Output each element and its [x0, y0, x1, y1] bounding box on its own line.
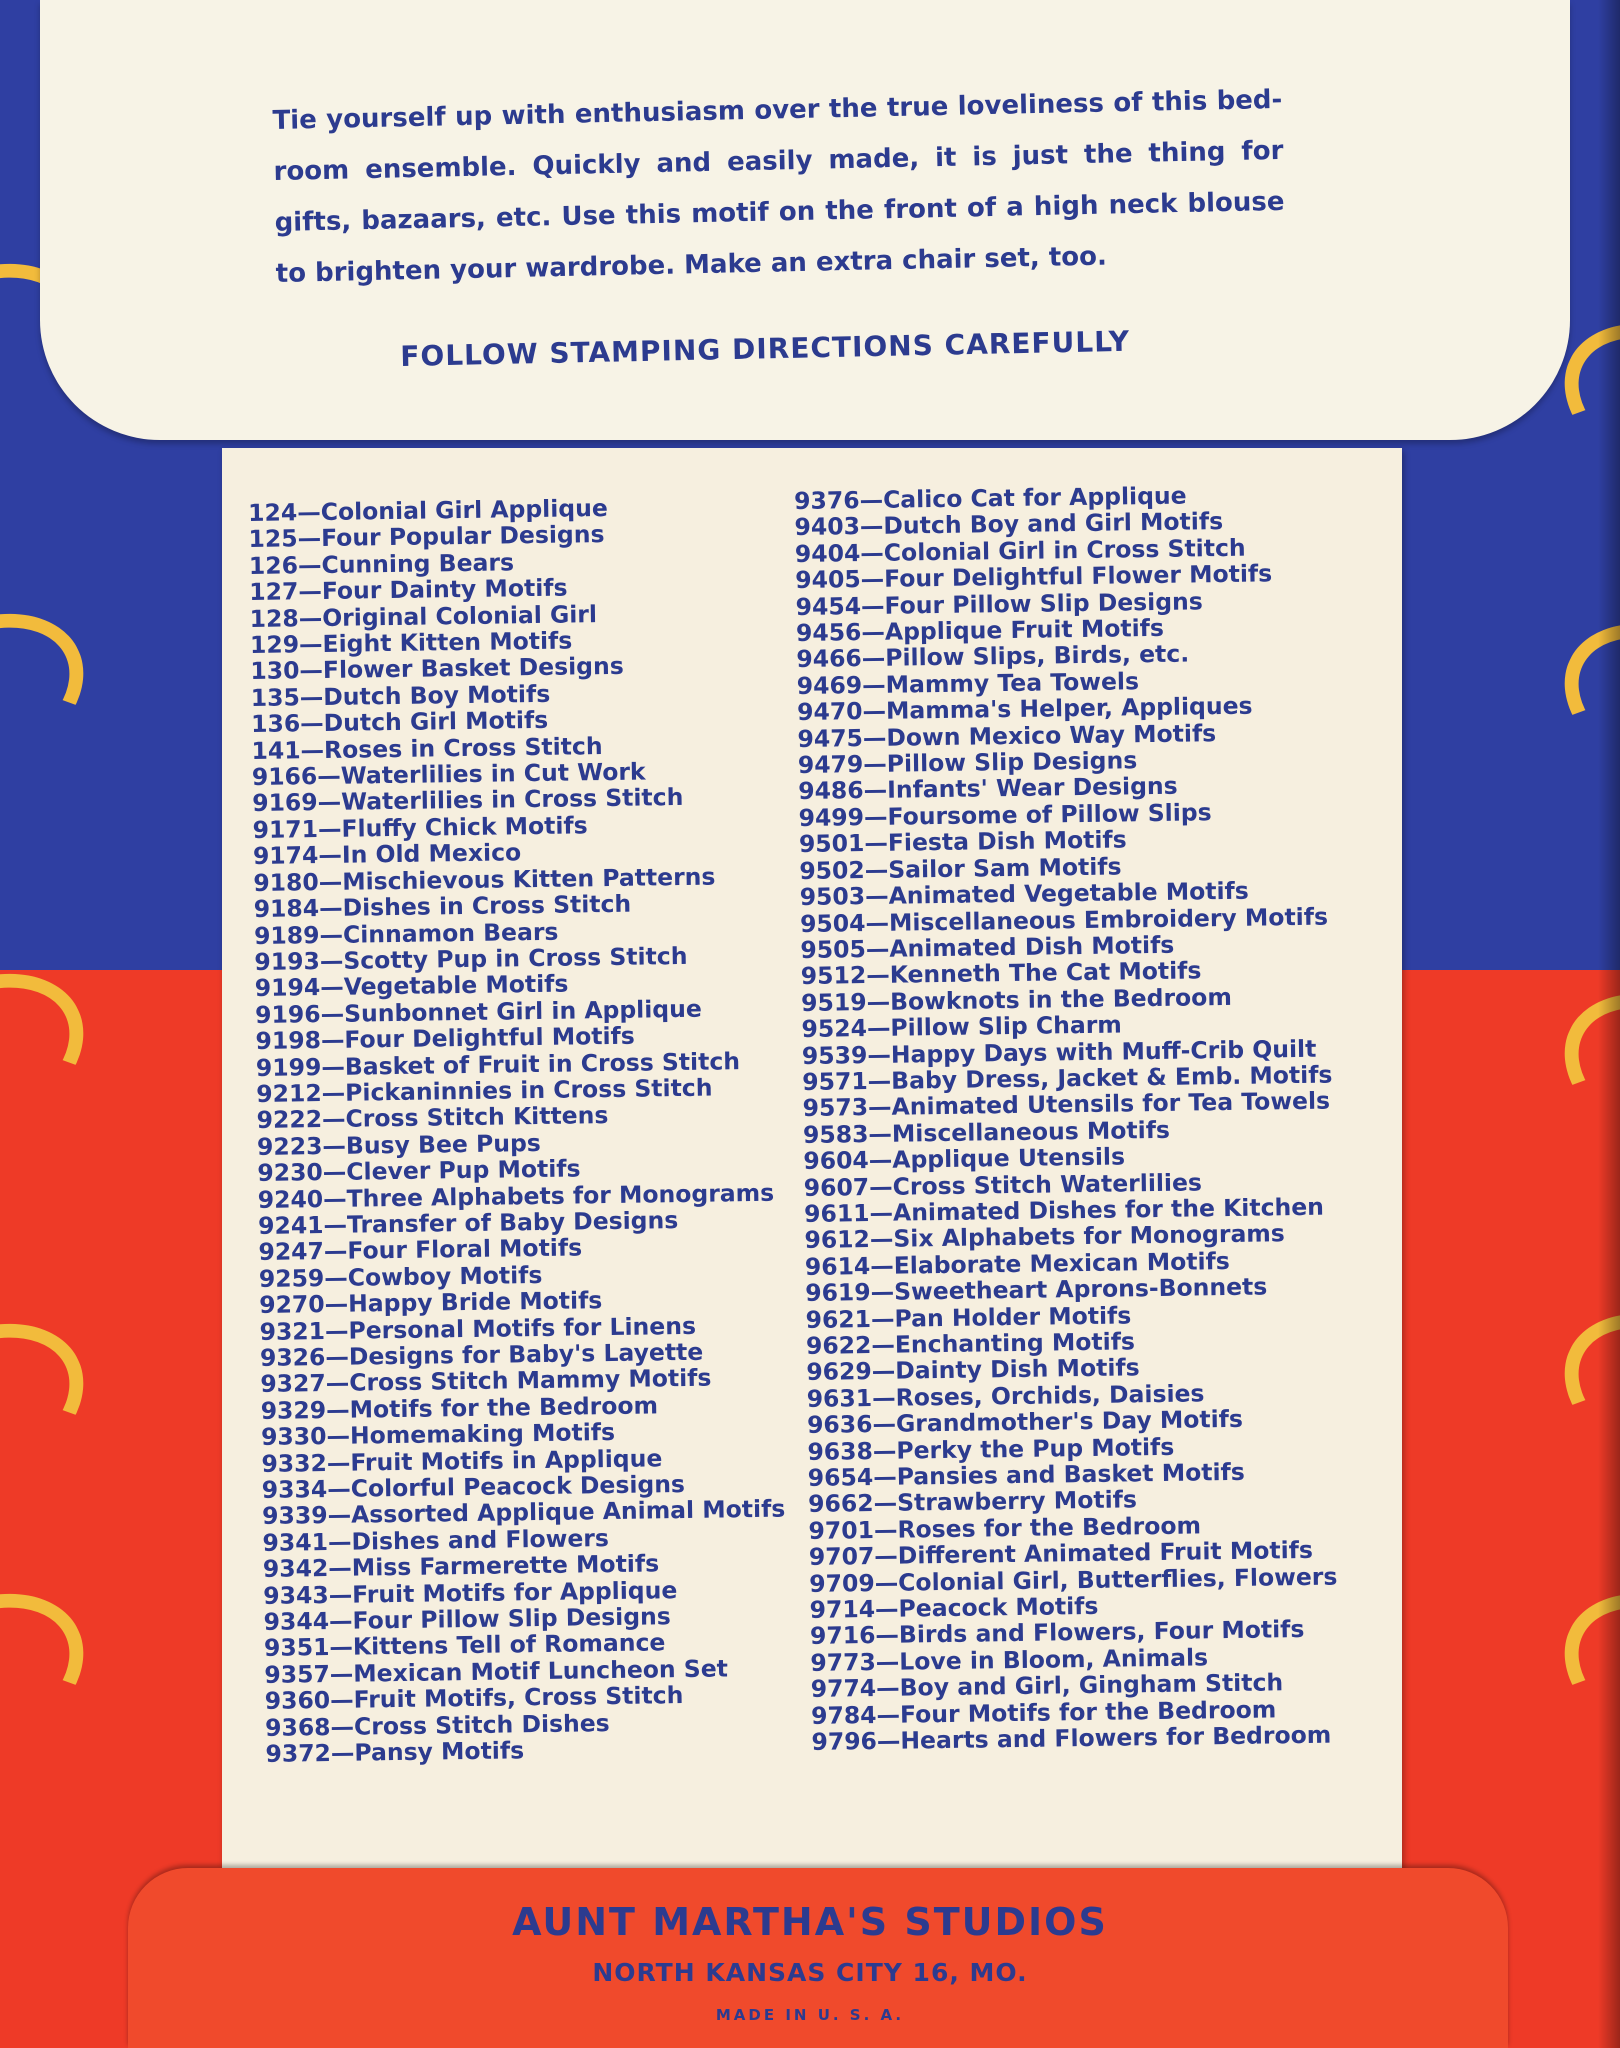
catalog-item: 9604—Applique Utensils — [803, 1142, 1126, 1176]
catalog-item: 9501—Fiesta Dish Motifs — [798, 825, 1127, 859]
catalog-item: 9360—Fruit Motifs, Cross Stitch — [264, 1681, 684, 1716]
catalog-item: 9259—Cowboy Motifs — [258, 1260, 543, 1293]
catalog-item: 9796—Hearts and Flowers for Bedroom — [811, 1720, 1332, 1756]
catalog-item: 9247—Four Floral Motifs — [258, 1233, 583, 1267]
catalog-item: 9612—Six Alphabets for Monograms — [804, 1219, 1285, 1255]
catalog-item: 9223—Busy Bee Pups — [256, 1128, 541, 1161]
catalog-item: 9344—Four Pillow Slip Designs — [263, 1602, 671, 1636]
catalog-item: 9571—Baby Dress, Jacket & Emb. Motifs — [802, 1060, 1333, 1096]
catalog-item: 9376—Calico Cat for Applique — [793, 481, 1187, 515]
catalog-item: 135—Dutch Boy Motifs — [250, 679, 551, 712]
catalog-item: 126—Cunning Bears — [248, 548, 515, 580]
catalog-item: 9270—Happy Bride Motifs — [259, 1286, 603, 1320]
catalog-item: 124—Colonial Girl Applique — [247, 493, 608, 527]
catalog-item: 9524—Pillow Slip Charm — [801, 1010, 1123, 1044]
catalog-item: 9622—Enchanting Motifs — [805, 1327, 1136, 1360]
catalog-item: 9784—Four Motifs for the Bedroom — [810, 1695, 1277, 1730]
flap-description: Tie yourself up with enthusiasm over the true loveliness of this bed-room ensemble. Quickly and easily made, it is just the thing for gifts, bazaars, etc. Use this motif on the front of a high neck blouse to brighten your wardrobe. Make an extra chair set, too. — [272, 84, 1285, 289]
catalog-item: 9241—Transfer of Baby Designs — [257, 1206, 679, 1240]
envelope-edge-shadow — [1598, 0, 1620, 2048]
catalog-item: 9326—Designs for Baby's Layette — [259, 1337, 704, 1372]
catalog-item: 9198—Four Delightful Motifs — [255, 1021, 635, 1056]
catalog-item: 9505—Animated Dish Motifs — [800, 930, 1175, 964]
catalog-item: 9454—Four Pillow Slip Designs — [795, 586, 1203, 621]
catalog-column-right — [794, 481, 1342, 1756]
made-in-usa: MADE IN U. S. A. — [715, 2006, 905, 2024]
catalog-item: 9404—Colonial Girl in Cross Stitch — [794, 533, 1246, 568]
catalog-item: 9519—Bowknots in the Bedroom — [800, 982, 1233, 1017]
catalog-item: 9654—Pansies and Basket Motifs — [807, 1457, 1245, 1492]
catalog-item: 9230—Clever Pup Motifs — [257, 1154, 581, 1188]
catalog-item: 125—Four Popular Designs — [248, 520, 605, 554]
catalog-item: 9194—Vegetable Motifs — [254, 969, 569, 1003]
catalog-item: 9329—Motifs for the Bedroom — [260, 1391, 659, 1425]
catalog-item: 9196—Sunbonnet Girl in Applique — [254, 994, 702, 1029]
catalog-item: 9403—Dutch Boy and Girl Motifs — [794, 507, 1224, 542]
catalog-item: 9701—Roses for the Bedroom — [808, 1511, 1202, 1545]
catalog-item: 9466—Pillow Slips, Birds, etc. — [796, 639, 1190, 674]
catalog-item: 9638—Perky the Pup Motifs — [807, 1432, 1175, 1466]
catalog-item: 9539—Happy Days with Muff-Crib Quilt — [801, 1034, 1317, 1070]
catalog-item: 9499—Foursome of Pillow Slips — [798, 798, 1212, 832]
catalog-item: 9334—Colorful Peacock Designs — [261, 1470, 686, 1504]
catalog-item: 9330—Homemaking Motifs — [260, 1418, 616, 1452]
catalog-item: 9636—Grandmother's Day Motifs — [806, 1405, 1244, 1440]
catalog-item: 9327—Cross Stitch Mammy Motifs — [260, 1364, 712, 1399]
catalog-item: 9486—Infants' Wear Designs — [798, 772, 1178, 806]
catalog-item: 9342—Miss Farmerette Motifs — [262, 1549, 660, 1584]
catalog-item: 9193—Scotty Pup in Cross Stitch — [254, 941, 688, 976]
stamping-directions-heading: FOLLOW STAMPING DIRECTIONS CAREFULLY — [400, 324, 1131, 373]
catalog-item: 127—Four Dainty Motifs — [249, 573, 568, 607]
catalog-item: 9774—Boy and Girl, Gingham Stitch — [810, 1668, 1284, 1704]
catalog-item: 9607—Cross Stitch Waterlilies — [803, 1167, 1203, 1202]
catalog-item: 9166—Waterlilies in Cut Work — [251, 757, 646, 792]
catalog-item: 9479—Pillow Slip Designs — [797, 746, 1138, 780]
catalog-item: 9222—Cross Stitch Kittens — [256, 1101, 609, 1135]
catalog-item: 9504—Miscellaneous Embroidery Motifs — [799, 902, 1329, 938]
catalog-item: 141—Roses in Cross Stitch — [251, 731, 603, 765]
catalog-item: 9716—Birds and Flowers, Four Motifs — [809, 1615, 1305, 1651]
catalog-item: 9503—Animated Vegetable Motifs — [799, 876, 1249, 912]
catalog-item: 9662—Strawberry Motifs — [807, 1485, 1138, 1519]
catalog-item: 9339—Assorted Applique Animal Motifs — [261, 1495, 786, 1531]
catalog-item: 9707—Different Animated Fruit Motifs — [808, 1536, 1314, 1572]
catalog-item: 9372—Pansy Motifs — [265, 1736, 525, 1768]
catalog-item: 9611—Animated Dishes for the Kitchen — [803, 1192, 1325, 1228]
catalog-item: 9357—Mexican Motif Luncheon Set — [264, 1654, 729, 1689]
catalog-item: 9341—Dishes and Flowers — [262, 1523, 610, 1557]
catalog-item: 9405—Four Delightful Flower Motifs — [795, 559, 1273, 595]
catalog-item: 9709—Colonial Girl, Butterflies, Flowers — [809, 1562, 1338, 1598]
catalog-item: 9212—Pickaninnies in Cross Stitch — [256, 1073, 713, 1108]
catalog-item: 9184—Dishes in Cross Stitch — [253, 889, 632, 924]
catalog-item: 9240—Three Alphabets for Monograms — [257, 1178, 775, 1214]
catalog-item: 9621—Pan Holder Motifs — [805, 1300, 1132, 1334]
catalog-column-left — [248, 493, 789, 1768]
catalog-item: 9629—Dainty Dish Motifs — [806, 1353, 1140, 1387]
studio-name: AUNT MARTHA'S STUDIOS — [512, 1900, 1108, 1944]
pattern-catalog-insert — [222, 448, 1402, 1868]
catalog-item: 9714—Peacock Motifs — [809, 1591, 1099, 1624]
catalog-item: 9189—Cinnamon Bears — [253, 917, 559, 950]
catalog-item: 9470—Mamma's Helper, Appliques — [796, 691, 1253, 727]
catalog-item: 9174—In Old Mexico — [252, 838, 522, 871]
catalog-item: 9351—Kittens Tell of Romance — [263, 1628, 666, 1663]
studio-address: NORTH KANSAS CITY 16, MO. — [592, 1958, 1028, 1987]
catalog-item: 9321—Personal Motifs for Linens — [259, 1311, 697, 1346]
catalog-item: 129—Eight Kitten Motifs — [249, 626, 573, 660]
catalog-item: 130—Flower Basket Designs — [250, 652, 624, 686]
catalog-item: 9368—Cross Stitch Dishes — [264, 1708, 610, 1742]
catalog-item: 9171—Fluffy Chick Motifs — [252, 811, 588, 844]
catalog-item: 9631—Roses, Orchids, Daisies — [806, 1379, 1205, 1413]
catalog-item: 9469—Mammy Tea Towels — [796, 667, 1140, 700]
catalog-item: 136—Dutch Girl Motifs — [250, 706, 549, 739]
catalog-item: 9456—Applique Fruit Motifs — [795, 613, 1165, 648]
catalog-item: 9502—Sailor Sam Motifs — [799, 852, 1122, 885]
catalog-item: 9169—Waterlilies in Cross Stitch — [252, 783, 684, 818]
catalog-item: 9583—Miscellaneous Motifs — [802, 1115, 1171, 1149]
catalog-item: 9512—Kenneth The Cat Motifs — [800, 956, 1202, 991]
catalog-item: 9199—Basket of Fruit in Cross Stitch — [255, 1046, 741, 1082]
catalog-item: 9180—Mischievous Kitten Patterns — [253, 862, 716, 897]
catalog-item: 9773—Love in Bloom, Animals — [810, 1643, 1209, 1677]
catalog-item: 9573—Animated Utensils for Tea Towels — [802, 1086, 1331, 1123]
catalog-item: 9475—Down Mexico Way Motifs — [797, 718, 1217, 753]
catalog-item: 128—Original Colonial Girl — [249, 599, 598, 633]
catalog-item: 9619—Sweetheart Aprons-Bonnets — [805, 1272, 1268, 1308]
catalog-item: 9332—Fruit Motifs in Applique — [261, 1443, 663, 1478]
catalog-item: 9614—Elaborate Mexican Motifs — [804, 1246, 1230, 1281]
catalog-item: 9343—Fruit Motifs for Applique — [263, 1575, 678, 1610]
